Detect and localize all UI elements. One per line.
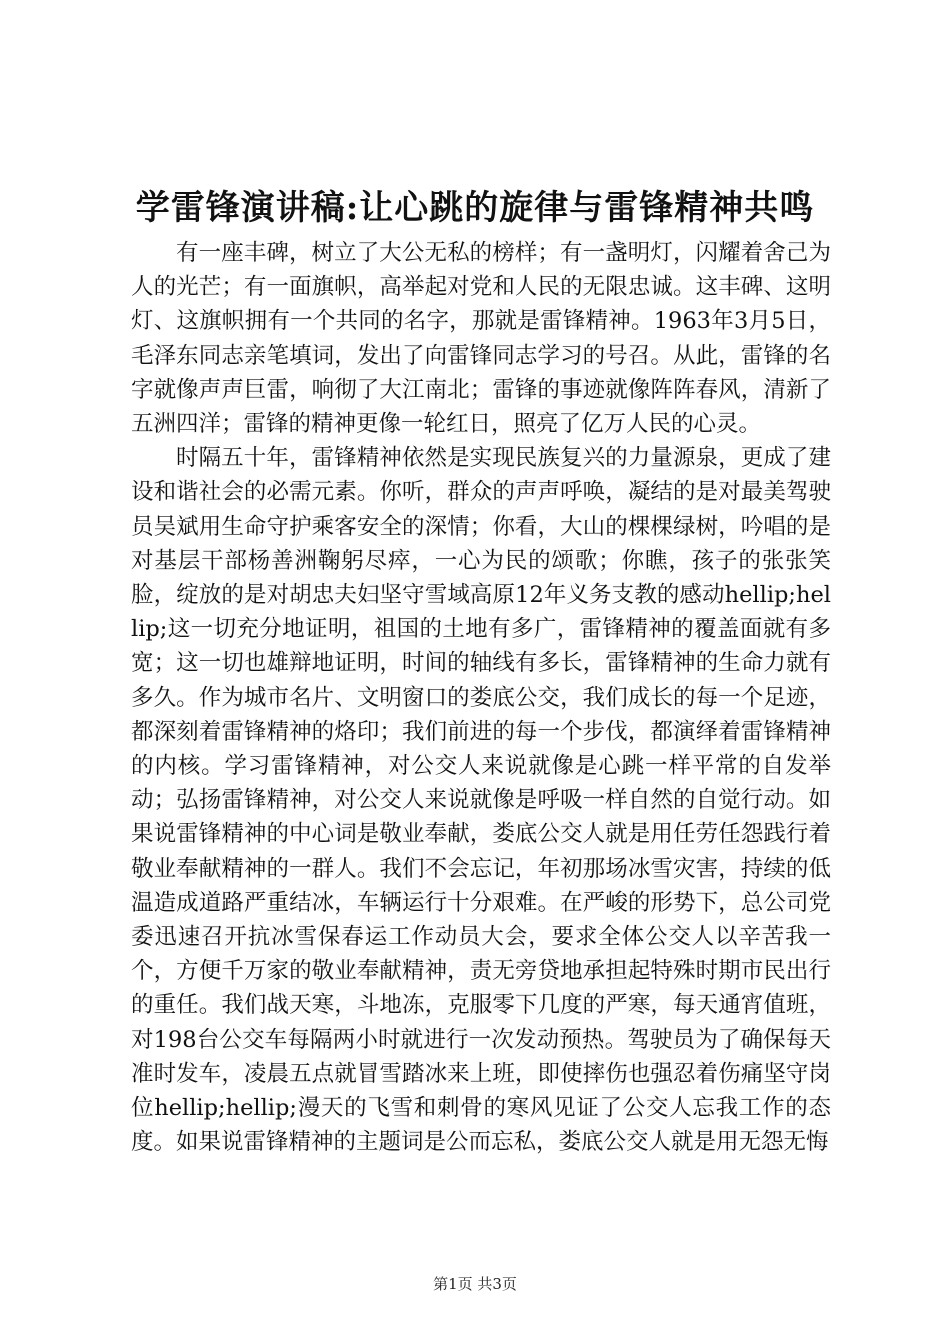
document-title: 学雷锋演讲稿:让心跳的旋律与雷锋精神共鸣 [135, 188, 815, 228]
paragraph-2: 时隔五十年，雷锋精神依然是实现民族复兴的力量源泉，更成了建设和谐社会的必需元素。你听，群众的声声呼唤，凝结的是对最美驾驶员吴斌用生命守护乘客安全的深情；你看，大山的棵棵绿树，吟唱的是对基层干部杨善洲鞠躬尽瘁，一心为民的颂歌；你瞧，孩子的张张笑脸，绽放的是对胡忠夫妇坚守雪域高原12年义务支教的感动hellip;hellip;这一切充分地证明，祖国的土地有多广，雷锋精神的覆盖面就有多宽；这一切也雄辩地证明，时间的轴线有多长，雷锋精神的生命力就有多久。作为城市名片、文明窗口的娄底公交，我们成长的每一个足迹，都深刻着雷锋精神的烙印；我们前进的每一个步伐，都演绎着雷锋精神的内核。学习雷锋精神，对公交人来说就像是心跳一样平常的自发举动；弘扬雷锋精神，对公交人来说就像是呼吸一样自然的自觉行动。如果说雷锋精神的中心词是敬业奉献，娄底公交人就是用任劳任怨践行着敬业奉献精神的一群人。我们不会忘记，年初那场冰雪灾害，持续的低温造成道路严重结冰，车辆运行十分艰难。在严峻的形势下，总公司党委迅速召开抗冰雪保春运工作动员大会，要求全体公交人以辛苦我一个，方便千万家的敬业奉献精神，责无旁贷地承担起特殊时期市民出行的重任。我们战天寒，斗地冻，克服零下几度的严寒，每天通宵值班，对198台公交车每隔两小时就进行一次发动预热。驾驶员为了确保每天准时发车，凌晨五点就冒雪踏冰来上班，即使摔伤也强忍着伤痛坚守岗位hellip;hellip;漫天的飞雪和刺骨的寒风见证了公交人忘我工作的态度。如果说雷锋精神的主题词是公而忘私，娄底公交人就是用无怨无悔 [131, 445, 831, 1156]
document-body [131, 236, 831, 1159]
page-number-footer: 第1页 共3页 [433, 1275, 517, 1293]
paragraph-1: 有一座丰碑，树立了大公无私的榜样；有一盏明灯，闪耀着舍己为人的光芒；有一面旗帜，高举起对党和人民的无限忠诚。这丰碑、这明灯、这旗帜拥有一个共同的名字，那就是雷锋精神。1963年3月5日，毛泽东同志亲笔填词，发出了向雷锋同志学习的号召。从此，雷锋的名字就像声声巨雷，响彻了大江南北；雷锋的事迹就像阵阵春风，清新了五洲四洋；雷锋的精神更像一轮红日，照亮了亿万人民的心灵。 [131, 240, 831, 438]
